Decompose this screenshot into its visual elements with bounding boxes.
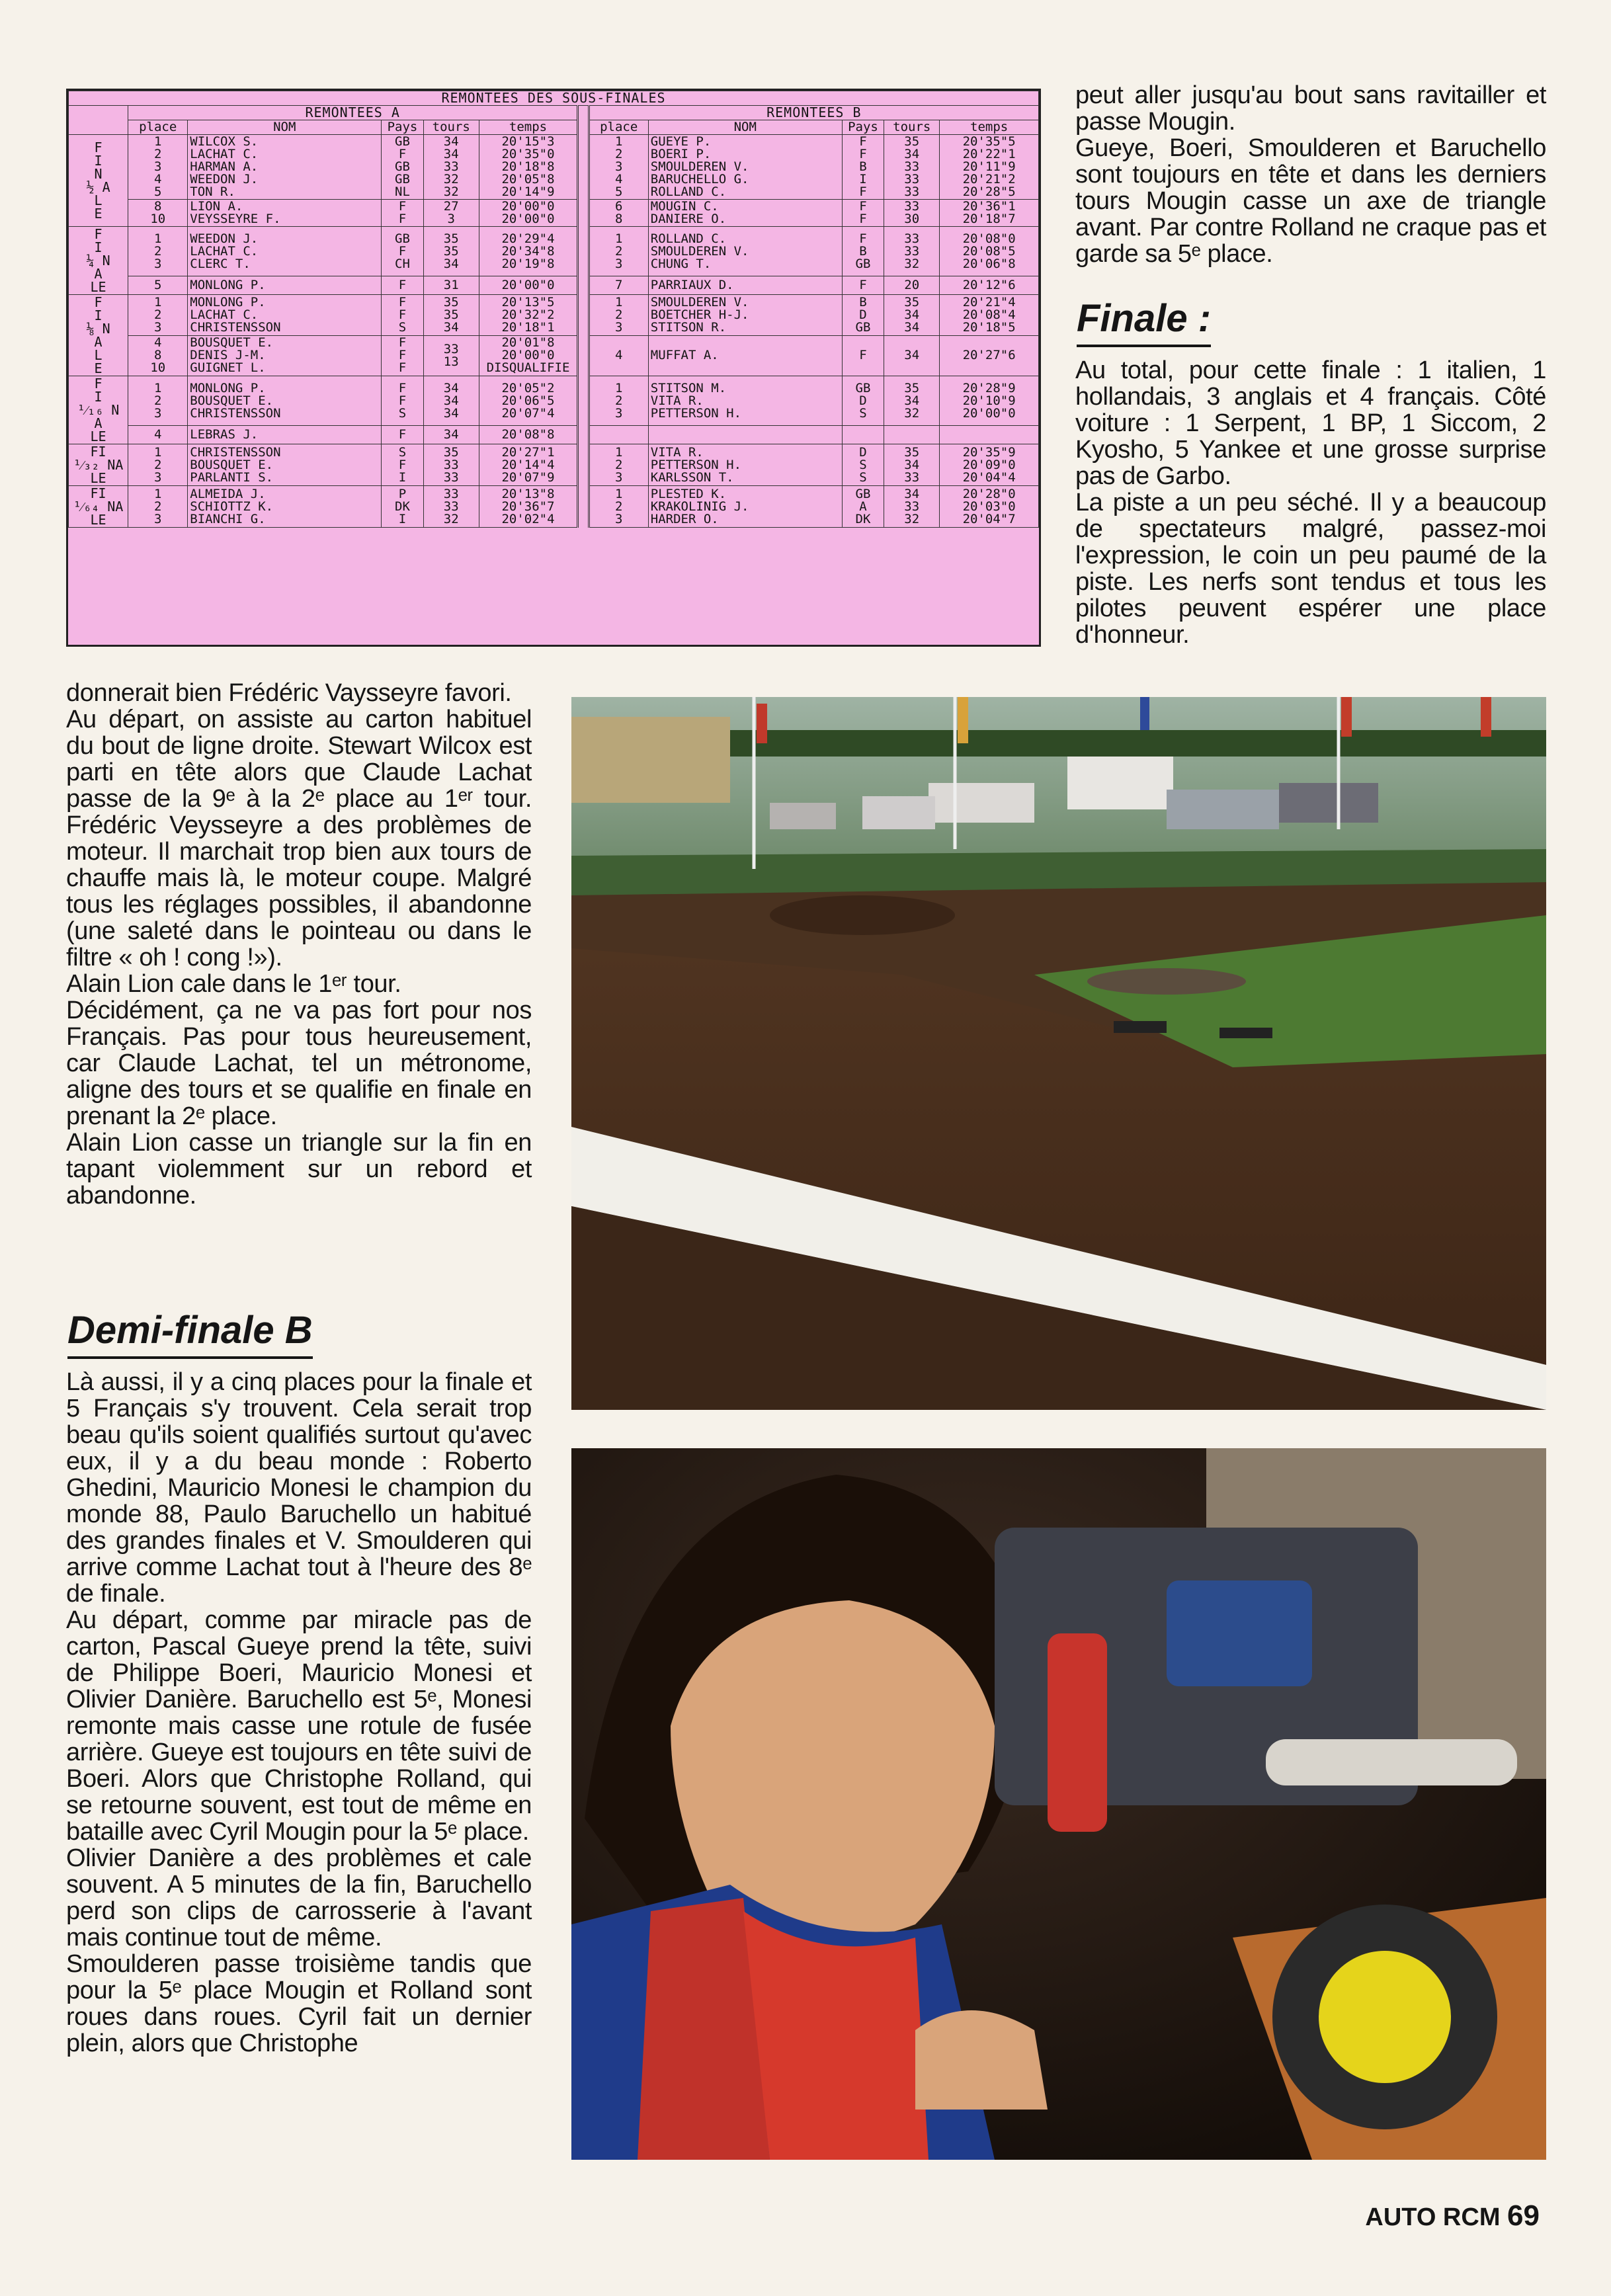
- cell-a-pays: F: [382, 276, 424, 295]
- cell-b-nom: PARRIAUX D.: [648, 276, 842, 295]
- cell-b-place: 6 8: [589, 200, 648, 227]
- page-footer: [1365, 2199, 1540, 2233]
- cell-b-nom: MUFFAT A.: [648, 335, 842, 376]
- cell-a-pays: F F: [382, 200, 424, 227]
- cell-a-tours: 35 33 33: [423, 444, 479, 486]
- results-table: [66, 89, 1041, 647]
- header-tours: tours: [423, 120, 479, 135]
- cell-a-place: 1 2 3 4 5: [128, 135, 188, 200]
- cell-a-tours: 34 34 33 32 32: [423, 135, 479, 200]
- table-body: [69, 135, 1039, 528]
- cell-a-pays: P DK I: [382, 486, 424, 528]
- cell-b-pays: F B GB: [842, 227, 884, 276]
- pilot-photo-image: [571, 1448, 1546, 2160]
- cell-a-nom: ALMEIDA J. SCHIOTTZ K. BIANCHI G.: [188, 486, 382, 528]
- header-place: place: [589, 120, 648, 135]
- cell-b-pays: F F B I F: [842, 135, 884, 200]
- table-row: [69, 227, 1039, 276]
- cell-a-place: 4: [128, 426, 188, 444]
- cell-a-place: 1 2 3: [128, 376, 188, 426]
- group-label: F I N ½ A L E: [69, 135, 128, 227]
- cell-a-place: 1 2 3: [128, 486, 188, 528]
- header-pays: Pays: [842, 120, 884, 135]
- cell-b-tours: 33 30: [884, 200, 940, 227]
- cell-a-temps: 20'27"1 20'14"4 20'07"9: [479, 444, 578, 486]
- cell-a-place: 1 2 3: [128, 444, 188, 486]
- cell-a-nom: MONLONG P. LACHAT C. CHRISTENSSON: [188, 295, 382, 336]
- cell-b-nom: VITA R. PETTERSON H. KARLSSON T.: [648, 444, 842, 486]
- group-label: F I ⅛ N A L E: [69, 295, 128, 376]
- cell-a-nom: BOUSQUET E. DENIS J-M. GUIGNET L.: [188, 335, 382, 376]
- cell-b-pays: GB A DK: [842, 486, 884, 528]
- table-row: [69, 135, 1039, 200]
- cell-b-place: [589, 426, 648, 444]
- cell-a-tours: 35 35 34: [423, 227, 479, 276]
- cell-b-nom: [648, 426, 842, 444]
- magazine-name: AUTO RCM: [1365, 2203, 1501, 2231]
- cell-b-tours: 35 34 34: [884, 295, 940, 336]
- right-intro-text: peut aller jusqu'au bout sans ravitailler et passe Mougin. Gueye, Boeri, Smoulderen et Baruchello sont toujours en tête et dans les derniers tours Mougin casse un axe de triangle avant. Par contre Rolland ne craque pas et garde sa 5ᵉ place.: [1075, 81, 1546, 268]
- cell-b-temps: 20'36"1 20'18"7: [940, 200, 1039, 227]
- group-label: F I ¹⁄₁₆ N A LE: [69, 376, 128, 444]
- cell-b-temps: 20'27"6: [940, 335, 1039, 376]
- cell-a-pays: F F S: [382, 376, 424, 426]
- cell-b-nom: MOUGIN C. DANIERE O.: [648, 200, 842, 227]
- cell-b-temps: 20'35"5 20'22"1 20'11"9 20'21"2 20'28"5: [940, 135, 1039, 200]
- cell-a-tours: 33 33 32: [423, 486, 479, 528]
- table-row: [69, 376, 1039, 426]
- finale-heading: Finale :: [1077, 296, 1211, 347]
- header-place: place: [128, 120, 188, 135]
- cell-b-place: 1 2 3: [589, 444, 648, 486]
- cell-a-place: 4 8 10: [128, 335, 188, 376]
- cell-b-place: 1 2 3 4 5: [589, 135, 648, 200]
- table-title: REMONTEES DES SOUS-FINALES: [69, 91, 1039, 106]
- cell-b-nom: PLESTED K. KRAKOLINIG J. HARDER O.: [648, 486, 842, 528]
- table-row: [69, 335, 1039, 376]
- cell-b-nom: ROLLAND C. SMOULDEREN V. CHUNG T.: [648, 227, 842, 276]
- group-label: FI ¹⁄₆₄ NA LE: [69, 486, 128, 528]
- cell-a-pays: F F S: [382, 295, 424, 336]
- cell-b-tours: 34 33 32: [884, 486, 940, 528]
- finale-column: [1075, 357, 1546, 648]
- section-b-title: REMONTEES B: [589, 106, 1038, 120]
- cell-b-pays: GB D S: [842, 376, 884, 426]
- cell-a-temps: 20'29"4 20'34"8 20'19"8: [479, 227, 578, 276]
- section-a-title: REMONTEES A: [128, 106, 578, 120]
- cell-b-temps: 20'35"9 20'09"0 20'04"4: [940, 444, 1039, 486]
- cell-b-place: 1 2 3: [589, 295, 648, 336]
- group-label: F I ¼ N A LE: [69, 227, 128, 295]
- cell-b-temps: 20'12"6: [940, 276, 1039, 295]
- table-row: [69, 444, 1039, 486]
- right-column: [1075, 82, 1546, 267]
- cell-b-nom: SMOULDEREN V. BOETCHER H-J. STITSON R.: [648, 295, 842, 336]
- cell-a-temps: 20'00"0 20'00"0: [479, 200, 578, 227]
- cell-a-nom: CHRISTENSSON BOUSQUET E. PARLANTI S.: [188, 444, 382, 486]
- cell-a-nom: MONLONG P. BOUSQUET E. CHRISTENSSON: [188, 376, 382, 426]
- group-label: FI ¹⁄₃₂ NA LE: [69, 444, 128, 486]
- cell-b-temps: 20'08"0 20'08"5 20'06"8: [940, 227, 1039, 276]
- cell-a-tours: 35 35 34: [423, 295, 479, 336]
- cell-a-place: 1 2 3: [128, 295, 188, 336]
- cell-b-tours: 20: [884, 276, 940, 295]
- cell-a-temps: 20'01"8 20'00"0 DISQUALIFIE: [479, 335, 578, 376]
- cell-b-tours: [884, 426, 940, 444]
- demi-finale-b-heading: Demi-finale B: [67, 1308, 313, 1359]
- cell-a-temps: 20'05"2 20'06"5 20'07"4: [479, 376, 578, 426]
- table-row: [69, 295, 1039, 336]
- cell-a-nom: WILCOX S. LACHAT C. HARMAN A. WEEDON J. TON R.: [188, 135, 382, 200]
- cell-b-tours: 35 34 33: [884, 444, 940, 486]
- page-number: 69: [1507, 2199, 1540, 2232]
- header-pays: Pays: [382, 120, 424, 135]
- track-photo: [571, 697, 1546, 1410]
- table-row: [69, 486, 1039, 528]
- cell-b-tours: 35 34 33 33 33: [884, 135, 940, 200]
- cell-a-pays: GB F CH: [382, 227, 424, 276]
- cell-b-tours: 34: [884, 335, 940, 376]
- finale-text: Au total, pour cette finale : 1 italien, 1 hollandais, 3 anglais et 4 français. Côté voiture : 1 Serpent, 1 BP, 1 Siccom, 2 Kyosho, 5 Yankee et une grosse surprise pas de Garbo. La piste a un peu séché. Il y a beaucoup de spectateurs malgré, passez-moi l'expression, le coin un peu paumé de la piste. Les nerfs sont tendus et tous les pilotes peuvent espérer une place d'honneur.: [1075, 356, 1546, 649]
- cell-a-nom: WEEDON J. LACHAT C. CLERC T.: [188, 227, 382, 276]
- cell-b-nom: GUEYE P. BOERI P. SMOULDEREN V. BARUCHELLO G. ROLLAND C.: [648, 135, 842, 200]
- cell-a-pays: S F I: [382, 444, 424, 486]
- left-text-2: Là aussi, il y a cinq places pour la finale et 5 Français s'y trouvent. Cela serait trop beau qu'ils soient qualifiés surtout qu'avec eux, il y a du beau monde : Roberto Ghedini, Mauricio Monesi le champion du monde 88, Paulo Baruchello un habitué des grandes finales et V. Smoulderen qui arrive comme Lachat tout à l'heure des 8ᵉ de finale. Au départ, comme par miracle pas de carton, Pascal Gueye prend la tête, suivi de Philippe Boeri, Mauricio Monesi et Olivier Danière. Baruchello est 5ᵉ, Monesi remonte mais casse une rotule de fusée arrière. Gueye est toujours en tête suivi de Boeri. Alors que Christophe Rolland, qui se retourne souvent, est tout de même en bataille avec Cyril Mougin pour la 5ᵉ place. Olivier Danière a des problèmes et cale souvent. A 5 minutes de la fin, Baruchello perd son clips de carrosserie à l'avant mais continue tout de même. Smoulderen passe troisième tandis que pour la 5ᵉ place Mougin et Rolland sont roues dans roues. Cyril fait un dernier plein, alors que Christophe: [66, 1368, 532, 2057]
- cell-b-pays: F F: [842, 200, 884, 227]
- cell-a-temps: 20'00"0: [479, 276, 578, 295]
- cell-b-place: 1 2 3: [589, 376, 648, 426]
- cell-b-pays: D S S: [842, 444, 884, 486]
- cell-a-nom: MONLONG P.: [188, 276, 382, 295]
- cell-b-temps: 20'28"9 20'10"9 20'00"0: [940, 376, 1039, 426]
- cell-a-temps: 20'08"8: [479, 426, 578, 444]
- cell-a-pays: GB F GB GB NL: [382, 135, 424, 200]
- cell-b-place: 4: [589, 335, 648, 376]
- header-temps: temps: [940, 120, 1039, 135]
- header-tours: tours: [884, 120, 940, 135]
- cell-a-tours: 34: [423, 426, 479, 444]
- cell-a-place: 1 2 3: [128, 227, 188, 276]
- cell-b-temps: 20'28"0 20'03"0 20'04"7: [940, 486, 1039, 528]
- cell-a-tours: 33 13: [423, 335, 479, 376]
- cell-a-nom: LION A. VEYSSEYRE F.: [188, 200, 382, 227]
- header-temps: temps: [479, 120, 578, 135]
- cell-b-pays: B D GB: [842, 295, 884, 336]
- cell-b-pays: [842, 426, 884, 444]
- cell-b-place: 1 2 3: [589, 486, 648, 528]
- table-row: [69, 426, 1039, 444]
- left-column-2: [66, 1369, 532, 2057]
- left-text-1: donnerait bien Frédéric Vaysseyre favori. Au départ, on assiste au carton habituel du bout de ligne droite. Stewart Wilcox est parti en tête alors que Claude Lachat passe de la 9ᵉ à la 2ᵉ place au 1ᵉʳ tour. Frédéric Veysseyre a des problèmes de moteur. Il marchait trop bien aux tours de chauffe mais là, le moteur coupe. Malgré tous les réglages possibles, il abandonne (une saleté dans le pointeau ou dans le filtre « oh ! cong !»). Alain Lion cale dans le 1ᵉʳ tour. Décidément, ça ne va pas fort pour nos Français. Pas pour tous heureusement, car Claude Lachat, tel un métronome, aligne des tours et se qualifie en finale en prenant la 2ᵉ place. Alain Lion casse un triangle sur la fin en tapant violemment sur un rebord et abandonne.: [66, 679, 532, 1210]
- header-nom: NOM: [648, 120, 842, 135]
- cell-a-tours: 34 34 34: [423, 376, 479, 426]
- cell-b-pays: F: [842, 335, 884, 376]
- table-row: [69, 276, 1039, 295]
- cell-a-pays: F F F: [382, 335, 424, 376]
- cell-a-nom: LEBRAS J.: [188, 426, 382, 444]
- cell-a-temps: 20'13"8 20'36"7 20'02"4: [479, 486, 578, 528]
- cell-a-tours: 31: [423, 276, 479, 295]
- cell-a-place: 5: [128, 276, 188, 295]
- table-row: [69, 200, 1039, 227]
- cell-b-pays: F: [842, 276, 884, 295]
- cell-b-place: 1 2 3: [589, 227, 648, 276]
- pilot-photo: [571, 1448, 1546, 2160]
- cell-b-nom: STITSON M. VITA R. PETTERSON H.: [648, 376, 842, 426]
- cell-b-temps: [940, 426, 1039, 444]
- track-photo-image: [571, 697, 1546, 1410]
- cell-a-tours: 27 3: [423, 200, 479, 227]
- left-column: [66, 680, 532, 1209]
- cell-a-pays: F: [382, 426, 424, 444]
- cell-b-temps: 20'21"4 20'08"4 20'18"5: [940, 295, 1039, 336]
- cell-b-tours: 35 34 32: [884, 376, 940, 426]
- cell-a-temps: 20'13"5 20'32"2 20'18"1: [479, 295, 578, 336]
- cell-b-tours: 33 33 32: [884, 227, 940, 276]
- cell-a-temps: 20'15"3 20'35"0 20'18"8 20'05"8 20'14"9: [479, 135, 578, 200]
- cell-a-place: 8 10: [128, 200, 188, 227]
- header-nom: NOM: [188, 120, 382, 135]
- cell-b-place: 7: [589, 276, 648, 295]
